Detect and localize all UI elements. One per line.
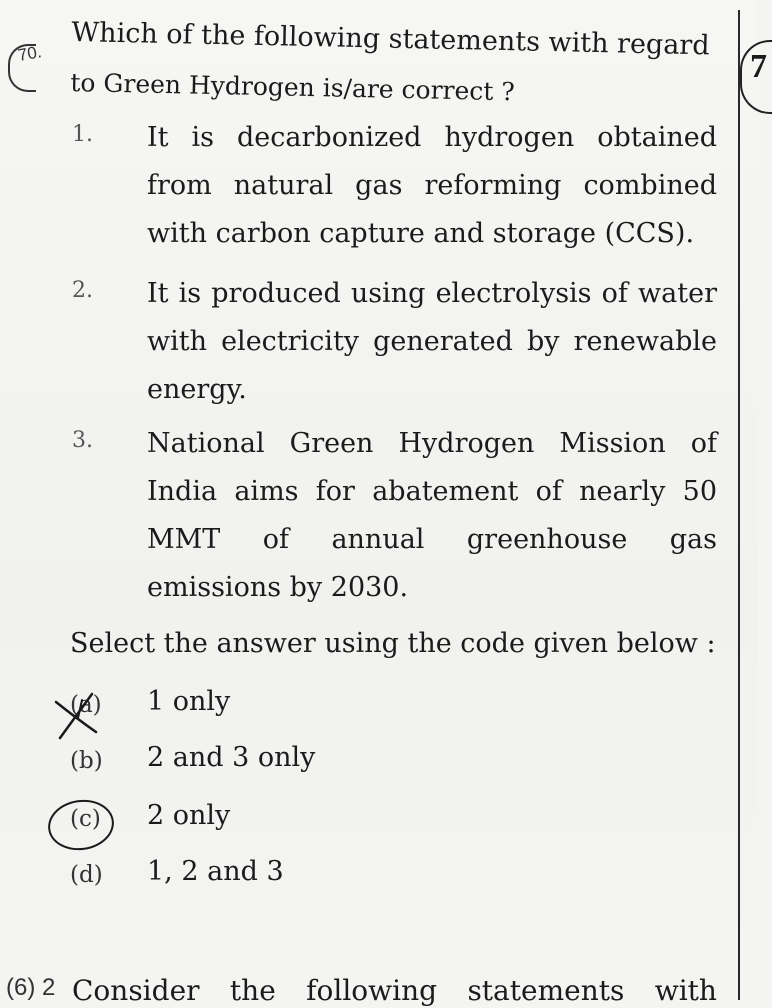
option-b[interactable] — [70, 742, 670, 792]
statement-number: 3. — [72, 428, 93, 453]
question-line-2: to Green Hydrogen is/are correct ? — [70, 67, 516, 107]
option-label: (d) — [70, 862, 103, 888]
option-d[interactable] — [70, 856, 670, 906]
next-question-word: Consider — [72, 974, 200, 1007]
next-question-word: statements — [467, 974, 625, 1007]
next-column-number: 7 — [750, 48, 767, 85]
question-stem — [70, 8, 717, 121]
option-label: (a) — [70, 692, 102, 718]
option-label: (c) — [70, 806, 101, 832]
question-line-1: Which of the following statements with regard — [71, 16, 710, 62]
question-margin-mark — [6, 28, 42, 88]
next-question-stem — [0, 968, 730, 1008]
statement-number: 1. — [72, 122, 93, 147]
column-divider — [738, 10, 740, 1000]
option-text: 2 and 3 only — [147, 742, 316, 773]
option-c[interactable] — [70, 800, 670, 850]
statement-text: It is produced using electrolysis of water with electricity generated by renewable energy. — [147, 278, 717, 405]
next-question-word: with — [654, 974, 717, 1007]
statement-number: 2. — [72, 278, 93, 303]
statement-text: National Green Hydrogen Mission of India aims for abatement of nearly 50 MMT of annual greenhouse gas emissions by 2030. — [147, 428, 717, 603]
next-question-text — [72, 974, 717, 1007]
option-a[interactable] — [70, 686, 670, 736]
next-question-word: following — [306, 974, 438, 1007]
next-question-word: the — [229, 974, 276, 1007]
next-question-margin-mark: (6) 2 — [6, 974, 56, 1001]
next-column-question-mark — [740, 40, 772, 114]
question-number-handwritten: 70. — [16, 42, 44, 65]
answer-instruction: Select the answer using the code given below : — [70, 628, 716, 659]
option-text: 2 only — [147, 800, 231, 831]
option-label: (b) — [70, 748, 103, 774]
statement-text: It is decarbonized hydrogen obtained from natural gas reforming combined with carbon capture and storage (CCS). — [147, 122, 717, 249]
option-text: 1 only — [147, 686, 231, 717]
option-text: 1, 2 and 3 — [147, 856, 284, 887]
handwritten-cross-mark — [52, 688, 102, 744]
